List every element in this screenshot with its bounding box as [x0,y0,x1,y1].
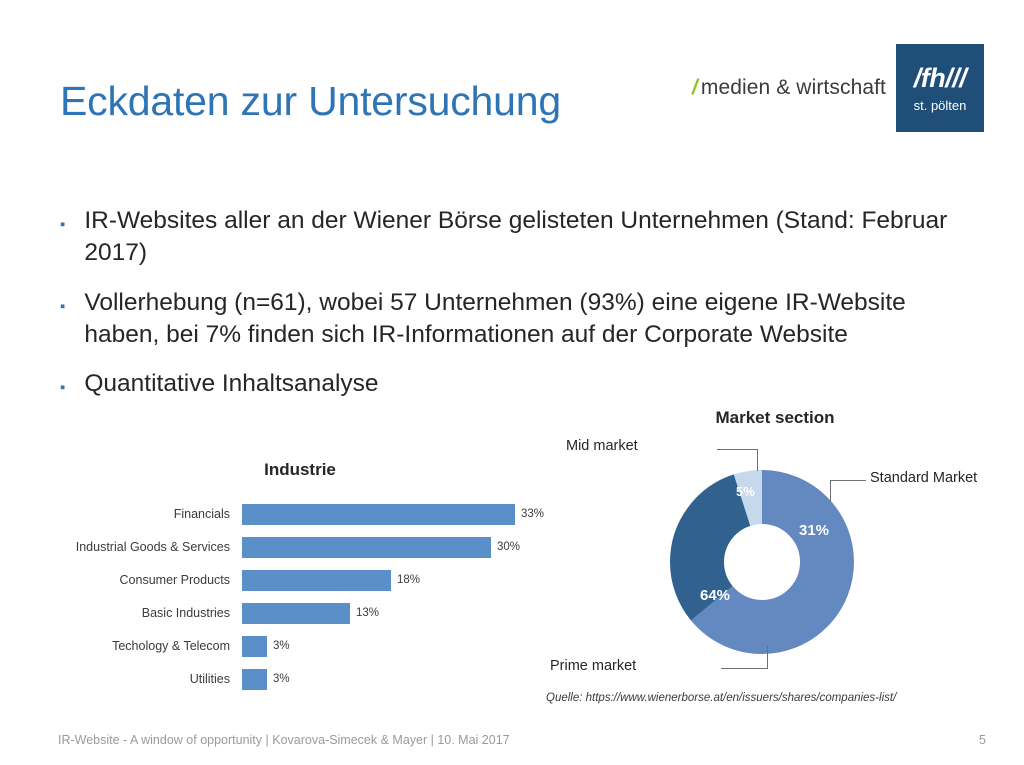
chart-source: Quelle: https://www.wienerborse.at/en/issuers/shares/companies-list/ [546,692,897,704]
bar-value-label: 33% [521,508,545,520]
bar-chart-title: Industrie [264,460,336,479]
list-item [60,287,980,352]
donut-value-prime: 64% [700,587,731,604]
bar-value-label: 3% [273,673,290,685]
bullet-marker-icon: ▪ [60,297,66,315]
bar-value-label: 30% [497,541,521,553]
bar-category-label: Basic Industries [141,606,230,620]
industry-bar-chart [30,460,550,696]
bar-category-label: Utilities [189,672,230,686]
list-item [60,205,980,270]
bar-chart-row [30,564,550,596]
donut-label-mid: Mid market [566,438,638,454]
bar-track [242,531,550,563]
market-section-donut-chart [540,400,1010,720]
donut-svg [662,462,862,662]
bar-fill [242,537,491,558]
page-number: 5 [979,733,986,747]
donut-graphic [662,462,862,662]
bar-track [242,498,550,530]
bar-fill [242,669,267,690]
bullet-list [60,205,980,418]
bar-value-label: 18% [397,574,421,586]
bar-track [242,597,550,629]
bar-fill [242,636,267,657]
bar-value-label: 3% [273,640,290,652]
callout-line-prime-2 [767,646,768,669]
bar-track [242,564,550,596]
callout-line-mid-2 [757,449,758,471]
callout-line-standard [830,480,866,481]
bullet-text: IR-Websites aller an der Wiener Börse gelisteten Unternehmen (Stand: Februar 2017) [84,207,948,267]
bullet-marker-icon: ▪ [60,379,66,397]
donut-value-standard: 31% [799,522,830,539]
donut-value-mid: 5% [736,484,755,499]
bar-chart-row [30,531,550,563]
bar-chart-row [30,630,550,662]
footer-text: IR-Website - A window of opportunity | Kovarova-Simecek & Mayer | 10. Mai 2017 [58,733,510,747]
bullet-text: Vollerhebung (n=61), wobei 57 Unternehmen (93%) eine eigene IR-Website haben, bei 7% finden sich IR-Informationen auf der Corporate Website [84,288,906,348]
logo-claim [692,76,886,100]
bar-chart-row [30,663,550,695]
logo-mark-text: /fh/// [913,62,967,93]
bar-fill [242,504,515,525]
logo-city-text: st. pölten [913,97,967,113]
logo-accent-slash: / [691,76,698,99]
bar-chart-row [30,498,550,530]
donut-label-prime: Prime market [550,658,637,674]
logo-mark [896,44,984,132]
bar-fill [242,603,350,624]
callout-line-prime [721,668,767,669]
bar-category-label: Financials [173,507,230,521]
bar-track [242,630,550,662]
logo [692,44,984,132]
bullet-text: Quantitative Inhaltsanalyse [84,370,379,398]
bar-fill [242,570,391,591]
donut-chart-title: Market section [715,408,835,427]
bar-chart-rows [30,498,550,695]
bullet-marker-icon: ▪ [60,216,66,233]
callout-line-mid [717,449,757,450]
page-title: Eckdaten zur Untersuchung [60,78,561,124]
bar-category-label: Consumer Products [119,573,230,587]
list-item [60,368,980,400]
callout-line-standard-2 [830,480,831,502]
bar-chart-row [30,597,550,629]
bar-track [242,663,550,695]
logo-claim-text: medien & wirtschaft [700,76,886,99]
bar-category-label: Industrial Goods & Services [75,540,230,554]
bar-category-label: Techology & Telecom [112,639,230,653]
bar-value-label: 13% [356,607,380,619]
donut-label-standard: Standard Market [870,470,978,486]
